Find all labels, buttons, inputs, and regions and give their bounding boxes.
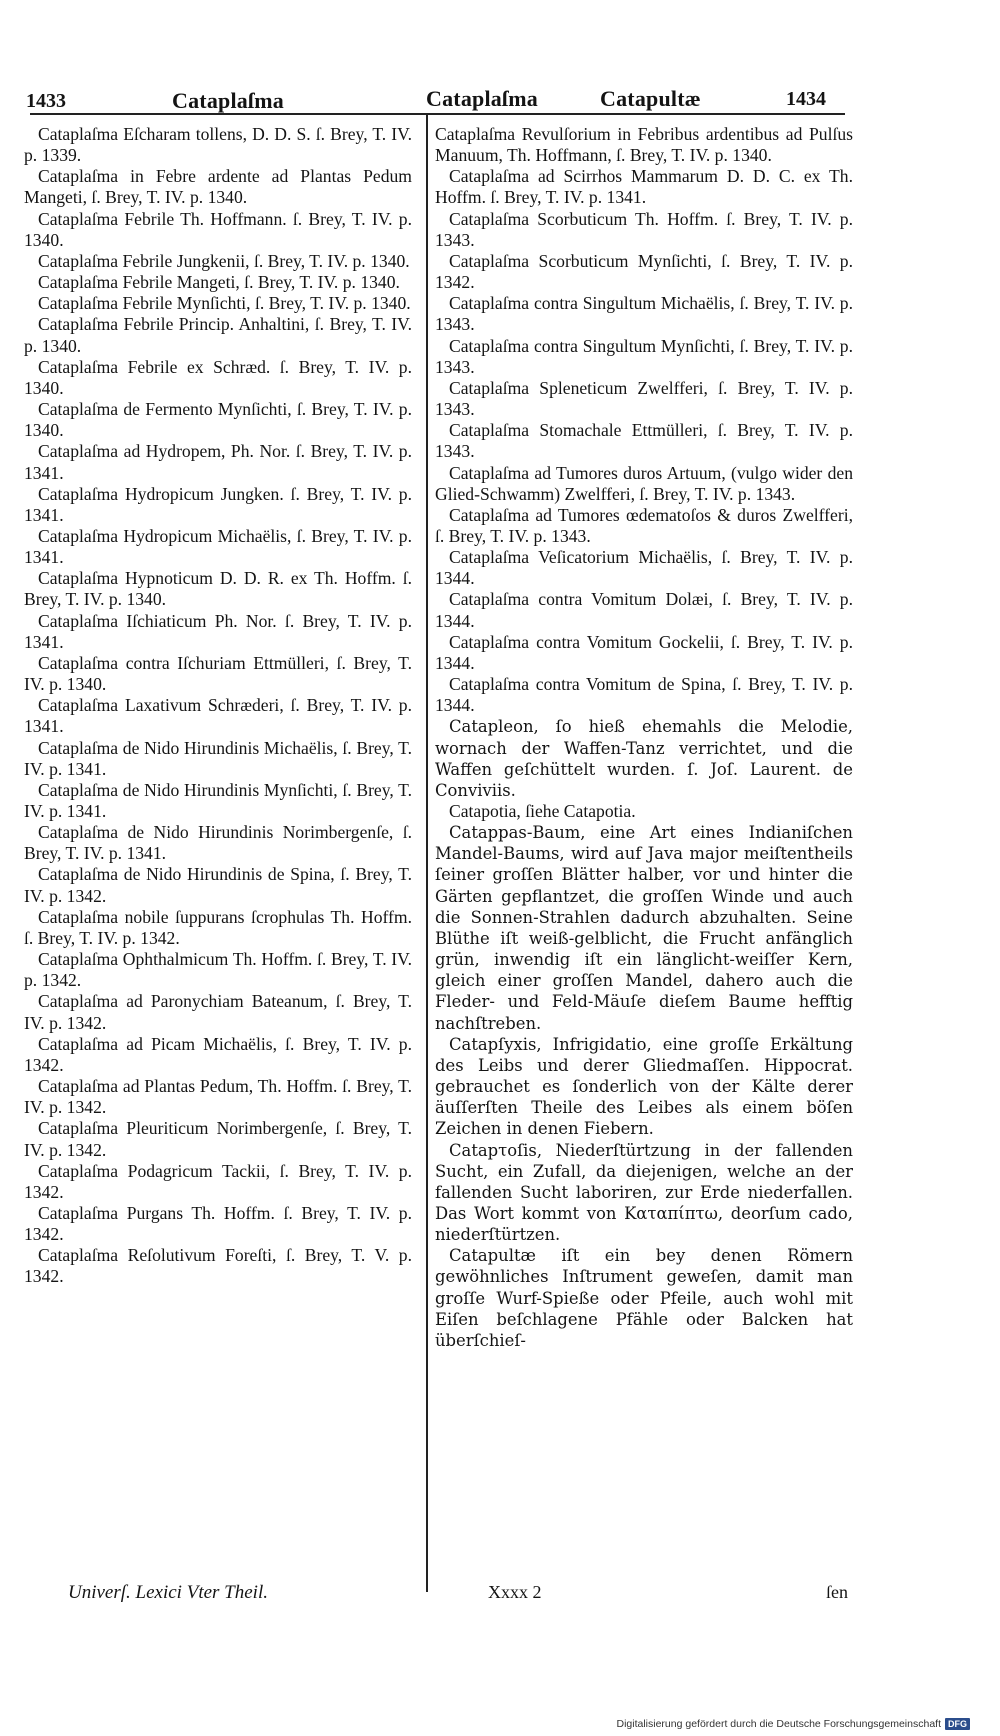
credit-text: Digitalisierung gefördert durch die Deutsche Forschungsgemeinschaft [616,1718,941,1730]
entry: Cataplaſma contra Singultum Mynſichti, ſ. Brey, T. IV. p. 1343. [435,335,853,377]
entry: Cataplaſma Febrile Mangeti, ſ. Brey, T. IV. p. 1340. [38,272,400,293]
entry: Cataplaſma Revulſorium in Febribus ardentibus ad Pulſus Manuum, Th. Hoffmann, ſ. Brey, T. IV. p. 1340. [435,124,853,166]
entry-catapotia: Catapotia, ſiehe Catapotia. [449,801,636,821]
entry: Cataplaſma Veſicatorium Michaëlis, ſ. Brey, T. IV. p. 1344. [435,547,853,589]
entry: Cataplaſma contra Vomitum Gockelii, ſ. Brey, T. IV. p. 1344. [435,631,853,673]
entry: Cataplaſma ad Paronychiam Bateanum, ſ. Brey, T. IV. p. 1342. [24,991,412,1033]
entry: Cataplaſma nobile ſuppurans ſcrophulas Th. Hoffm. ſ. Brey, T. IV. p. 1342. [24,906,412,948]
entry: Cataplaſma Hypnoticum D. D. R. ex Th. Hoffm. ſ. Brey, T. IV. p. 1340. [24,568,412,610]
entry: Cataplaſma ad Scirrhos Mammarum D. D. C. ex Th. Hoffm. ſ. Brey, T. IV. p. 1341. [435,166,853,208]
entry: Cataplaſma ad Plantas Pedum, Th. Hoffm. ſ. Brey, T. IV. p. 1342. [24,1076,412,1118]
entry: Cataplaſma ad Tumores œdematoſos & duros Zwelfferi, ſ. Brey, T. IV. p. 1343. [435,504,853,546]
entry-catapsyxis: Catapſyxis, Infrigidatio, eine groſſe Erkältung des Leibs und derer Gliedmaſſen. Hippocrat. gebrauchet es ſonderlich von der Kälte derer äuſſerſten Theile des Leibes als einem böſen Zeichen in denen Fiebern. [435,1034,853,1139]
entry: Cataplaſma Reſolutivum Foreſti, ſ. Brey, T. V. p. 1342. [24,1245,412,1287]
entry: Cataplaſma Purgans Th. Hoffm. ſ. Brey, T. IV. p. 1342. [24,1202,412,1245]
entry: Cataplaſma Podagricum Tackii, ſ. Brey, T. IV. p. 1342. [24,1160,412,1202]
right-running-title-1: Cataplaſma [426,86,538,111]
right-page-number: 1434 [786,88,826,110]
entry: Cataplaſma Laxativum Schræderi, ſ. Brey, T. IV. p. 1341. [24,695,412,737]
header-rule [30,113,845,115]
entry: Cataplaſma ad Tumores duros Artuum, (vulgo wider den Glied-Schwamm) Zwelfferi, ſ. Brey, T. IV. p. 1343. [435,462,853,504]
entry-catapτosis: Catapτoſis, Niederſtürtzung in der fallenden Sucht, ein Zufall, da diejenigen, welche an der fallenden Sucht laboriren, zur Erde niederfallen. Das Wort kommt von Καταπίπτω, deorſum cado, niederſtürtzen. [435,1140,853,1245]
signature-mark: Xxxx 2 [488,1582,542,1602]
left-running-title: Cataplaſma [172,88,284,113]
entry: Cataplaſma Pleuriticum Norimbergenſe, ſ. Brey, T. IV. p. 1342. [24,1118,412,1160]
right-running-title-2: Catapultæ [600,86,701,111]
entry: Cataplaſma de Nido Hirundinis Michaëlis, ſ. Brey, T. IV. p. 1341. [24,737,412,779]
entry: Cataplaſma de Fermento Mynſichti, ſ. Brey, T. IV. p. 1340. [24,399,412,441]
entry: Cataplaſma ad Hydropem, Ph. Nor. ſ. Brey, T. IV. p. 1341. [24,441,412,483]
entry-catappas-baum: Catappas-Baum, eine Art eines Indianiſchen Mandel-Baums, wird auf Java major meiſtentheils ſeiner groſſen Blätter halber, vor und hinter die Gärten gepflantzet, die groſſen Winde und auch die Sonnen-Strahlen dadurch abzuhalten. Seine Blüthe iſt weiß-gelblicht, die Frucht anfänglich grün, inwendig iſt ein länglicht-weiſſer Kern, gleich einer groſſen Mandel, dahero auch die Fleder- und Feld-Mäuſe dieſem Baume hefftig nachſtreben. [435,823,853,1033]
dfg-logo-icon: DFG [945,1718,970,1730]
entry: Cataplaſma Ophthalmicum Th. Hoffm. ſ. Brey, T. IV. p. 1342. [24,949,412,991]
left-column [24,124,412,1288]
left-page-number: 1433 [26,90,66,112]
entry: Cataplaſma Scorbuticum Th. Hoffm. ſ. Brey, T. IV. p. 1343. [435,208,853,250]
entry: Cataplaſma Febrile Th. Hoffmann. ſ. Brey, T. IV. p. 1340. [24,208,412,250]
entry: Cataplaſma Stomachale Ettmülleri, ſ. Brey, T. IV. p. 1343. [435,420,853,462]
entry: Cataplaſma Iſchiaticum Ph. Nor. ſ. Brey, T. IV. p. 1341. [24,610,412,652]
digitization-credit [616,1718,970,1730]
entry: Cataplaſma de Nido Hirundinis Mynſichti, ſ. Brey, T. IV. p. 1341. [24,779,412,821]
entry: Cataplaſma Hydropicum Michaëlis, ſ. Brey, T. IV. p. 1341. [24,525,412,568]
column-divider [426,114,428,1592]
entry: Cataplaſma contra Vomitum Dolæi, ſ. Brey, T. IV. p. 1344. [435,589,853,631]
entry: Cataplaſma ad Picam Michaëlis, ſ. Brey, T. IV. p. 1342. [24,1033,412,1075]
entry: Cataplaſma Febrile Jungkenii, ſ. Brey, T. IV. p. 1340. [38,250,410,271]
entry: Cataplaſma Scorbuticum Mynſichti, ſ. Brey, T. IV. p. 1342. [435,250,853,293]
entry: Cataplaſma Spleneticum Zwelfferi, ſ. Brey, T. IV. p. 1343. [435,377,853,420]
catchword: ſen [826,1582,848,1602]
entry-catapleon: Catapleon, ſo hieß ehemahls die Melodie, wornach der Waffen-Tanz verrichtet, und die Waffen geſchüttelt wurden. ſ. Joſ. Laurent. de Conviviis. [435,717,853,800]
entry: Cataplaſma de Nido Hirundinis de Spina, ſ. Brey, T. IV. p. 1342. [24,864,412,906]
right-column [435,124,853,1351]
entry: Cataplaſma Febrile Princip. Anhaltini, ſ. Brey, T. IV. p. 1340. [24,314,412,356]
entry-catapultae: Catapultæ iſt ein bey denen Römern gewöhnliches Inſtrument geweſen, damit man groſſe Wurf-Spieße oder Pfeile, auch wohl mit Eiſen beſchlagene Pfähle oder Balcken hat überſchieſ- [435,1246,853,1350]
entry: Cataplaſma contra Singultum Michaëlis, ſ. Brey, T. IV. p. 1343. [435,293,853,335]
entry: Cataplaſma Febrile ex Schræd. ſ. Brey, T. IV. p. 1340. [24,356,412,398]
entry: Cataplaſma Hydropicum Jungken. ſ. Brey, T. IV. p. 1341. [24,483,412,525]
entry: Cataplaſma de Nido Hirundinis Norimbergenſe, ſ. Brey, T. IV. p. 1341. [24,822,412,864]
volume-footer: Univerſ. Lexici Vter Theil. [68,1582,268,1603]
entry: Cataplaſma contra Iſchuriam Ettmülleri, ſ. Brey, T. IV. p. 1340. [24,652,412,695]
entry: Cataplaſma contra Vomitum de Spina, ſ. Brey, T. IV. p. 1344. [435,674,853,716]
entry: Cataplaſma in Febre ardente ad Plantas Pedum Mangeti, ſ. Brey, T. IV. p. 1340. [24,166,412,208]
entry: Cataplaſma Eſcharam tollens, D. D. S. ſ. Brey, T. IV. p. 1339. [24,124,412,166]
entry: Cataplaſma Febrile Mynſichti, ſ. Brey, T. IV. p. 1340. [38,293,411,314]
